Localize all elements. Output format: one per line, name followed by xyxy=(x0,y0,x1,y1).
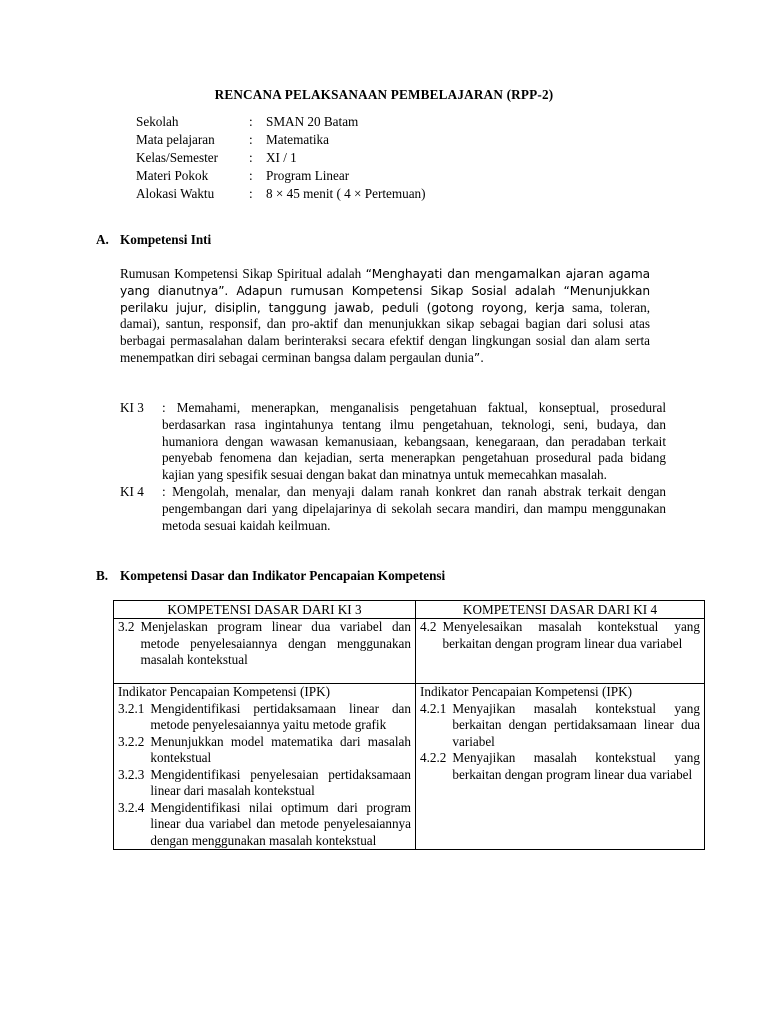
ipk-item xyxy=(118,767,411,800)
table-header: KOMPETENSI DASAR DARI KI 3 xyxy=(114,601,416,619)
intro-text-2: “Menghayati dan mengamalkan ajaran agama yang dianutnya”. Adapun rumusan Kompetensi Sikap Sosial adalah “Menunjukkan perilaku jujur, disiplin, tanggung jawab, peduli (gotong royong, kerja xyxy=(120,267,650,315)
kd-item xyxy=(118,619,411,669)
document-title: RENCANA PELAKSANAAN PEMBELAJARAN (RPP-2) xyxy=(214,87,554,102)
table-header-row xyxy=(114,601,705,619)
info-key: Alokasi Waktu xyxy=(136,186,215,201)
ki-item xyxy=(120,484,666,534)
ipk-number: 3.2.1 xyxy=(118,700,145,716)
ipk-text: Menyajikan masalah kontekstual yang berkaitan dengan program linear dua variabel xyxy=(452,750,700,782)
ipk-item xyxy=(118,800,411,850)
kd-number: 4.2 xyxy=(420,619,437,634)
info-key: Sekolah xyxy=(136,114,179,129)
ipk3-cell xyxy=(114,684,416,850)
info-value: XI / 1 xyxy=(266,150,297,165)
ipk-heading: Indikator Pencapaian Kompetensi (IPK) xyxy=(118,684,331,699)
intro-text-3: sama, toleran, damai), santun, responsif, dan pro-aktif dan menunjukkan sikap sebagai bagian dari solusi atas berbagai permasalahan dalam berinteraksi secara xyxy=(120,299,650,349)
info-row xyxy=(136,114,426,132)
info-sep: : xyxy=(249,150,253,165)
ki-list xyxy=(120,400,666,534)
info-row xyxy=(136,150,426,168)
kd-number: 3.2 xyxy=(118,619,135,634)
ipk-number: 4.2.2 xyxy=(420,750,447,765)
ipk-item xyxy=(118,701,411,734)
ki-label: KI 4 xyxy=(120,483,144,499)
ipk-heading: Indikator Pencapaian Kompetensi (IPK) xyxy=(420,684,633,699)
table-row xyxy=(114,684,705,850)
ki-text: : Memahami, menerapkan, menganalisis pengetahuan faktual, konseptual, prosedural berdasarkan rasa ingintahunya tentang ilmu pengetahuan, teknologi, seni, budaya, dan humaniora dengan wawasan kemanusiaan, kebangsaan, kenegaraan, dan peradaban terkait penyebab fenomena dan kejadian, serta menerapkan pengetahuan prosedural pada bidang kajian yang spesifik sesuai dengan bakat dan minatnya untuk memecahkan masalah. xyxy=(162,400,666,483)
info-value: Program Linear xyxy=(266,168,350,183)
ipk-number: 3.2.3 xyxy=(118,766,145,782)
kd-item xyxy=(420,619,700,652)
kd-text: Menyelesaikan masalah kontekstual yang berkaitan dengan program linear dua variabel xyxy=(442,619,700,651)
info-value: Matematika xyxy=(266,132,329,147)
info-key: Materi Pokok xyxy=(136,168,209,183)
ki-item xyxy=(120,400,666,484)
kd-text: Menjelaskan program linear dua variabel dan metode penyelesaiannya dengan menggunakan masalah kontekstual xyxy=(140,619,411,667)
ipk-item xyxy=(118,734,411,767)
identity-table xyxy=(136,114,426,204)
kd-table xyxy=(113,600,705,850)
intro-paragraph xyxy=(120,266,650,367)
info-value: 8 × 45 menit ( 4 × Pertemuan) xyxy=(266,186,426,201)
ki-label: KI 3 xyxy=(120,400,144,415)
info-row xyxy=(136,168,426,186)
kd4-cell xyxy=(416,619,705,684)
info-row xyxy=(136,186,426,204)
ki-text: : Mengolah, menalar, dan menyaji dalam ranah konkret dan ranah abstrak terkait dengan pengembangan dari yang dipelajarinya di sekolah secara mandiri, dan mampu menggunakan metoda sesuai kaidah keilmuan. xyxy=(162,483,666,533)
info-key: Kelas/Semester xyxy=(136,150,219,165)
ipk-item xyxy=(420,750,700,783)
section-b-heading xyxy=(96,568,445,585)
table-header: KOMPETENSI DASAR DARI KI 4 xyxy=(416,601,705,619)
intro-text-1: Rumusan Kompetensi Sikap Spiritual adalah xyxy=(120,266,366,281)
intro-text-4: efektif dengan lingkungan sosial dan alam serta menempatkan diri sebagai cerminan bangsa dalam pergaulan dunia xyxy=(120,333,651,365)
ipk-text: Menunjukkan model matematika dari masalah kontekstual xyxy=(150,733,411,765)
info-sep: : xyxy=(249,186,253,201)
section-number: B. xyxy=(96,568,109,583)
section-title: Kompetensi Inti xyxy=(120,232,212,247)
kd3-cell xyxy=(114,619,416,684)
ipk-text: Mengidentifikasi nilai optimum dari program linear dua variabel dan metode penyelesaiannya dengan menggunakan masalah kontekstual xyxy=(150,799,411,848)
info-sep: : xyxy=(249,132,253,147)
info-sep: : xyxy=(249,168,253,183)
ipk-text: Mengidentifikasi penyelesaian pertidaksamaan linear dari masalah kontekstual xyxy=(150,766,411,798)
table-row xyxy=(114,619,705,684)
section-a-heading xyxy=(96,232,211,249)
section-title: Kompetensi Dasar dan Indikator Pencapaian Kompetensi xyxy=(120,568,446,583)
ipk-text: Mengidentifikasi pertidaksamaan linear dan metode penyelesaiannya yaitu metode grafik xyxy=(150,700,411,732)
info-sep: : xyxy=(249,114,253,129)
ipk-number: 3.2.2 xyxy=(118,733,145,749)
ipk-item xyxy=(420,701,700,751)
ipk-number: 4.2.1 xyxy=(420,700,447,716)
ipk4-cell xyxy=(416,684,705,850)
intro-text-5: ”. xyxy=(473,350,484,365)
info-value: SMAN 20 Batam xyxy=(266,114,359,129)
section-number: A. xyxy=(96,232,109,247)
ipk-number: 3.2.4 xyxy=(118,799,145,815)
ipk-text: Menyajikan masalah kontekstual yang berkaitan dengan pertidaksamaan linear dua variabel xyxy=(452,700,700,749)
info-key: Mata pelajaran xyxy=(136,132,215,147)
info-row xyxy=(136,132,426,150)
